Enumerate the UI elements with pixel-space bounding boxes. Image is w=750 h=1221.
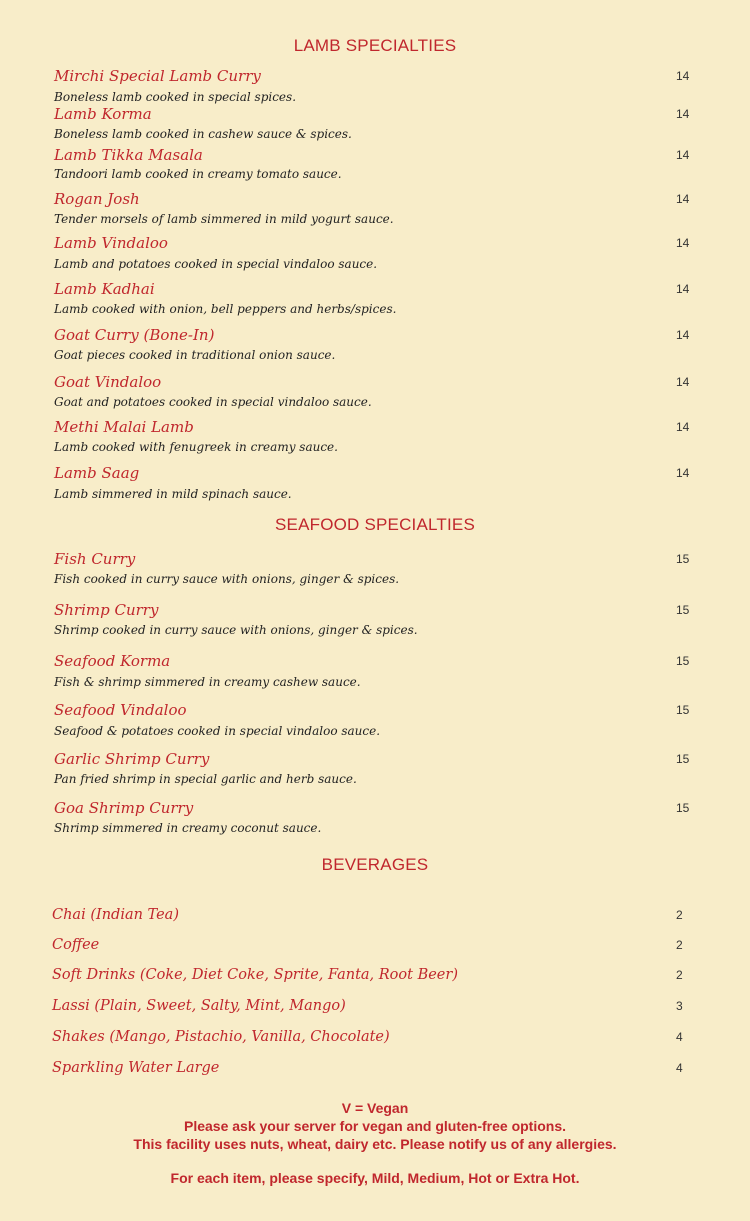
dish-description: Tandoori lamb cooked in creamy tomato sauce.: [54, 167, 342, 181]
item-price: 4: [676, 1061, 683, 1075]
item-price: 2: [676, 968, 683, 982]
dish-name: Seafood Vindaloo: [54, 701, 187, 719]
dish-name: Lamb Vindaloo: [54, 234, 168, 252]
dish-name: Lamb Kadhai: [54, 280, 155, 298]
dish-description: Shrimp simmered in creamy coconut sauce.: [54, 821, 322, 835]
beverage-name: Coffee: [52, 937, 100, 953]
dish-name: Seafood Korma: [54, 652, 171, 670]
dish-description: Seafood & potatoes cooked in special vindaloo sauce.: [54, 724, 381, 738]
dish-description: Boneless lamb cooked in special spices.: [54, 90, 297, 104]
beverage-name: Chai (Indian Tea): [52, 907, 179, 923]
item-price: 14: [676, 107, 690, 121]
dish-name: Goa Shrimp Curry: [54, 799, 194, 817]
dish-description: Lamb and potatoes cooked in special vindaloo sauce.: [54, 257, 378, 271]
item-price: 14: [676, 420, 690, 434]
dish-description: Shrimp cooked in curry sauce with onions, ginger & spices.: [54, 623, 418, 637]
item-price: 15: [676, 552, 690, 566]
dish-name: Lamb Korma: [54, 105, 152, 123]
item-price: 15: [676, 703, 690, 717]
section-heading: BEVERAGES: [321, 855, 429, 874]
footer-note: Please ask your server for vegan and gluten-free options.: [183, 1118, 566, 1134]
dish-description: Tender morsels of lamb simmered in mild yogurt sauce.: [54, 212, 394, 226]
dish-description: Fish & shrimp simmered in creamy cashew sauce.: [54, 675, 361, 689]
dish-name: Lamb Tikka Masala: [54, 146, 203, 164]
dish-name: Fish Curry: [54, 550, 136, 568]
dish-description: Boneless lamb cooked in cashew sauce & spices.: [54, 127, 352, 141]
item-price: 14: [676, 375, 690, 389]
dish-name: Garlic Shrimp Curry: [54, 750, 210, 768]
item-price: 14: [676, 236, 690, 250]
footer-note: For each item, please specify, Mild, Medium, Hot or Extra Hot.: [170, 1170, 580, 1186]
dish-description: Pan fried shrimp in special garlic and herb sauce.: [54, 772, 357, 786]
item-price: 14: [676, 328, 690, 342]
footer-note: V = Vegan: [341, 1100, 409, 1116]
dish-description: Lamb cooked with onion, bell peppers and herbs/spices.: [54, 302, 397, 316]
dish-description: Fish cooked in curry sauce with onions, ginger & spices.: [54, 572, 400, 586]
beverage-name: Soft Drinks (Coke, Diet Coke, Sprite, Fanta, Root Beer): [52, 967, 458, 983]
section-heading: SEAFOOD SPECIALTIES: [275, 515, 475, 534]
item-price: 15: [676, 752, 690, 766]
footer-note: This facility uses nuts, wheat, dairy etc. Please notify us of any allergies.: [133, 1136, 617, 1152]
item-price: 14: [676, 69, 690, 83]
item-price: 14: [676, 148, 690, 162]
section-heading: LAMB SPECIALTIES: [293, 36, 457, 55]
dish-name: Rogan Josh: [54, 190, 140, 208]
item-price: 15: [676, 603, 690, 617]
beverage-name: Shakes (Mango, Pistachio, Vanilla, Chocolate): [52, 1029, 390, 1045]
beverage-name: Sparkling Water Large: [52, 1060, 220, 1076]
dish-name: Lamb Saag: [54, 464, 140, 482]
dish-name: Shrimp Curry: [54, 601, 159, 619]
item-price: 14: [676, 282, 690, 296]
dish-description: Lamb cooked with fenugreek in creamy sauce.: [54, 440, 338, 454]
item-price: 14: [676, 466, 690, 480]
item-price: 2: [676, 908, 683, 922]
item-price: 15: [676, 801, 690, 815]
item-price: 2: [676, 938, 683, 952]
dish-name: Mirchi Special Lamb Curry: [54, 67, 261, 85]
item-price: 3: [676, 999, 683, 1013]
item-price: 14: [676, 192, 690, 206]
dish-description: Lamb simmered in mild spinach sauce.: [54, 487, 292, 501]
item-price: 4: [676, 1030, 683, 1044]
item-price: 15: [676, 654, 690, 668]
dish-name: Methi Malai Lamb: [54, 418, 194, 436]
dish-description: Goat and potatoes cooked in special vindaloo sauce.: [54, 395, 372, 409]
dish-name: Goat Curry (Bone-In): [54, 326, 215, 344]
dish-name: Goat Vindaloo: [54, 373, 162, 391]
dish-description: Goat pieces cooked in traditional onion sauce.: [54, 348, 336, 362]
beverage-name: Lassi (Plain, Sweet, Salty, Mint, Mango): [52, 998, 346, 1014]
